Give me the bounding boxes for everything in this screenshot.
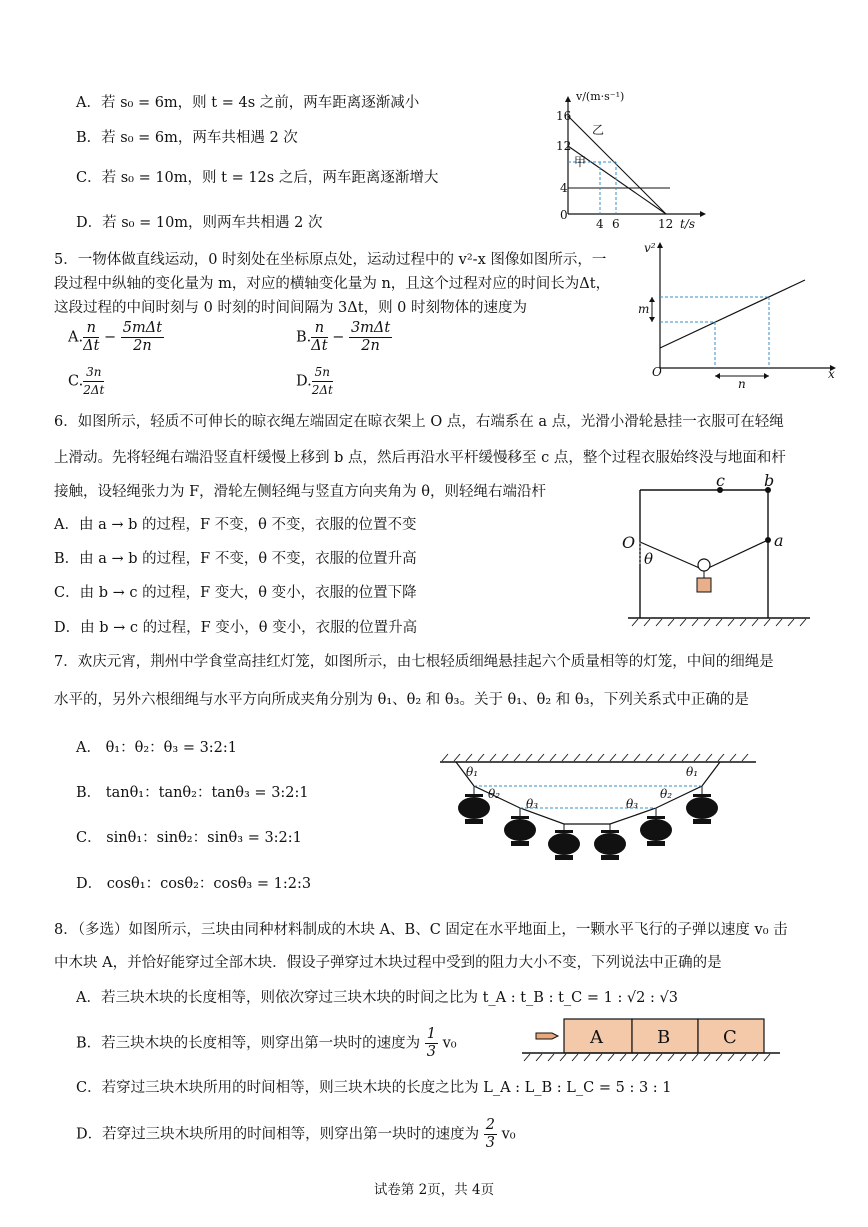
q8-option-d: D．若穿过三块木块所用的时间相等，则穿出第一块时的速度为 $\frac{2}{3}$ v₀ [76,1117,516,1151]
q7-theta2-left: θ₂ [488,787,501,801]
q4-ytick-16: 16 [556,109,572,123]
q6-label-b: b [764,471,775,490]
q5-graph-m: m [638,302,650,316]
q6-label-c: c [716,471,725,490]
q8-stem-line2: 中木块 A，并恰好能穿过全部木块．假设子弹穿过木块过程中受到的阻力大小不变，下列说法中正确的是 [54,955,722,971]
q7-stem-line1: 7．欢庆元宵，荆州中学食堂高挂红灯笼，如图所示，由七根轻质细绳悬挂起六个质量相等的灯笼，中间的细绳是 [54,654,774,670]
q6-label-a: a [774,531,784,550]
q8-blocks-figure [518,1015,788,1065]
q4-option-a: A．若 s₀ = 6m，则 t = 4s 之前，两车距离逐渐减小 [76,95,420,111]
q6-option-a: A．由 a → b 的过程，F 不变，θ 不变，衣服的位置不变 [54,517,417,533]
q6-stem-line2: 上滑动。先将轻绳右端沿竖直杆缓慢上移到 b 点，然后再沿水平杆缓慢移至 c 点，整个过程衣服始终没与地面和杆 [54,450,786,466]
q4-ytick-4: 4 [560,181,568,195]
q5-graph-n: n [738,377,746,391]
q6-stem-line1: 6．如图所示，轻质不可伸长的晾衣绳左端固定在晾衣架上 O 点，右端系在 a 点，光滑小滑轮悬挂一衣服可在轻绳 [54,414,784,430]
q7-option-b: B． tanθ₁：tanθ₂：tanθ₃ = 3:2:1 [76,785,309,801]
q4-line-jia-label: 甲 [574,155,587,169]
q7-option-a: A． θ₁：θ₂：θ₃ = 3:2:1 [76,740,238,756]
q5-option-a: A. $\frac{n}{\Delta t}$ − $\frac{\text{5mΔt}}{2n}$ [68,320,163,354]
q5-v2x-graph [630,240,840,391]
q4-vt-graph [540,88,710,231]
q4-origin: 0 [560,208,568,222]
q4-graph-xlabel: t/s [680,217,696,231]
q6-option-b: B．由 a → b 的过程，F 不变，θ 不变，衣服的位置升高 [54,551,417,567]
q5-option-b: B. $\frac{n}{\Delta t}$ − $\frac{\text{3mΔt}}{2n}$ [296,320,391,354]
q4-xtick-4: 4 [596,217,604,231]
q4-xtick-6: 6 [612,217,620,231]
q7-theta3-left: θ₃ [526,797,539,811]
q5-stem-line2: 段过程中纵轴的变化量为 m，对应的横轴变化量为 n，且这个过程对应的时间长为Δt， [54,276,611,292]
q8-block-b: B [657,1027,671,1048]
q5-graph-origin: O [652,365,662,379]
q8-stem-line1: 8．（多选）如图所示，三块由同种材料制成的木块 A、B、C 固定在水平地面上，一颗水平飞行的子弹以速度 v₀ 击 [54,922,788,938]
q5-stem-line3: 这段过程的中间时刻与 0 时刻的时间间隔为 3Δt，则 0 时刻物体的速度为 [54,300,528,316]
q8-block-c: C [723,1027,737,1048]
q7-theta3-right: θ₃ [626,797,639,811]
q4-option-c: C．若 s₀ = 10m，则 t = 12s 之后，两车距离逐渐增大 [76,170,439,186]
q8-option-a: A．若三块木块的长度相等，则依次穿过三块木块的时间之比为 t_A : t_B : t_C = 1 : √2 : √3 [76,990,678,1006]
q5-graph-ylabel: v² [644,241,656,255]
q7-theta2-right: θ₂ [660,787,673,801]
q4-graph-ylabel: v/(m·s⁻¹) [576,90,625,103]
q5-option-d: D. $\frac{5n}{2\Delta t}$ [296,365,333,397]
q5-option-c: C. $\frac{3n}{2\Delta t}$ [68,365,105,397]
q7-stem-line2: 水平的，另外六根细绳与水平方向所成夹角分别为 θ₁、θ₂ 和 θ₃。关于 θ₁、θ₂ 和 θ₃，下列关系式中正确的是 [54,692,749,708]
q7-theta1-left: θ₁ [466,765,479,779]
q7-option-c: C． sinθ₁：sinθ₂：sinθ₃ = 3:2:1 [76,830,302,846]
q5-stem-line1: 5．一物体做直线运动，0 时刻处在坐标原点处，运动过程中的 v²-x 图像如图所示，一 [54,252,607,268]
q6-stem-line3: 接触，设轻绳张力为 F，滑轮左侧轻绳与竖直方向夹角为 θ，则轻绳右端沿杆 [54,484,547,500]
q6-option-c: C．由 b → c 的过程，F 变大，θ 变小，衣服的位置下降 [54,585,417,601]
q7-theta1-right: θ₁ [686,765,699,779]
q6-clothesline-figure [620,470,830,630]
q4-option-b: B．若 s₀ = 6m，两车共相遇 2 次 [76,130,298,146]
q6-label-o: O [622,533,636,552]
q6-option-d: D．由 b → c 的过程，F 变小，θ 变小，衣服的位置升高 [54,620,418,636]
page-footer: 试卷第 2页，共 4页 [373,1182,495,1198]
q5-graph-xlabel: x [828,367,835,381]
q4-ytick-12: 12 [556,139,572,153]
q7-lanterns-figure [438,752,758,882]
q6-label-theta: θ [644,550,654,568]
q8-option-c: C．若穿过三块木块所用的时间相等，则三块木块的长度之比为 L_A : L_B : L_C = 5 : 3 : 1 [76,1080,672,1096]
q4-xtick-12: 12 [658,217,674,231]
q8-option-b: B．若三块木块的长度相等，则穿出第一块时的速度为 $\frac{1}{3}$ v₀ [76,1026,457,1060]
q4-line-yi-label: 乙 [592,123,605,137]
q8-block-a: A [590,1027,603,1048]
q7-option-d: D． cosθ₁：cosθ₂：cosθ₃ = 1:2:3 [76,876,312,892]
q4-option-d: D．若 s₀ = 10m，则两车共相遇 2 次 [76,215,323,231]
